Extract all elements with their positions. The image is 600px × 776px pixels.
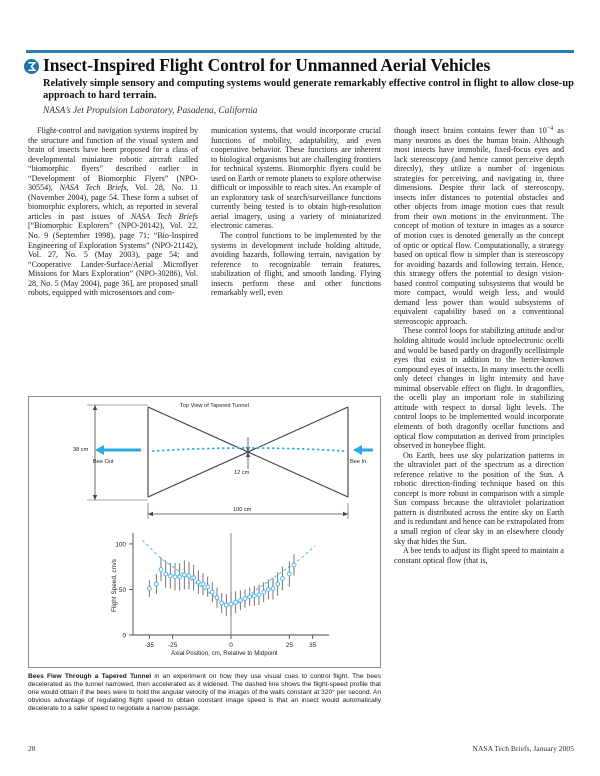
figure-caption-body: in an experiment on how they use visual cues to control flight. The bees decelerated as the tunnel narrowed, then accelerated as it widened. The dashed line shows the flight-speed profile that one would obtain if the bees were to hold the angular velocity of the images of the walls constant at 320° per second. An obvious advantage of regulating flight speed to obtain constant image speed is that an insect would automatically decelerate to a safer speed to negotiate a narrow passage. [28, 673, 382, 713]
paragraph: Flight-control and navigation systems inspired by the structure and function of the visual system and brain of insects have been proposed for a class of developmental miniature robotic aircraft called “biomorphic flyers” described earlier in “Development of Biomorphic Flyers” (NPO-30554), NASA Tech Briefs, Vol. 28, No. 11 (November 2004), page 54. These form a subset of biomorphic explorers, which, as reported in several articles in past issues of NASA Tech Briefs [“Biomorphic Explorers” (NPO-20142), Vol. 22, No. 9 (September 1998), page 71; “Bio-Inspired Engineering of Exploration Systems” (NPO-21142), Vol. 27, No. 5 (May 2003), page 54; and “Cooperative Lander-Surface/Aerial Microflyer Missions for Mars Exploration” (NPO-30286), Vol. 28, No. 5 (May 2004), page 36], are proposed small robots, equipped with microsensors and com- [28, 126, 198, 298]
bee-in-arrow [353, 445, 373, 455]
svg-text:0: 0 [229, 642, 233, 649]
svg-text:50: 50 [118, 586, 126, 594]
svg-text:-35: -35 [144, 642, 154, 649]
paragraph: The control functions to be implemented by the systems in development include holding altitude, avoiding hazards, following terrain, navigation by reference to recognizable terrain features, stabilization of flight, and smooth landing. Flying insects perform these and other functions remarkably well, even [211, 231, 381, 298]
tunnel-throat-label: 12 cm [234, 470, 250, 476]
figure-container [28, 396, 381, 668]
svg-text:100: 100 [115, 541, 126, 549]
tunnel-width-label: 38 cm [73, 447, 89, 453]
body-column-1 [28, 126, 198, 298]
svg-text:35: 35 [309, 642, 317, 649]
tapered-tunnel-diagram [29, 397, 382, 527]
bee-out-arrow [95, 445, 141, 455]
page-title: Insect-Inspired Flight Control for Unmanned Aerial Vehicles [43, 55, 491, 75]
flight-speed-chart [29, 525, 382, 665]
figure-caption [28, 673, 381, 713]
title-row [24, 55, 576, 75]
chart-y-axis-label: Flight Speed, cm/s [111, 559, 118, 612]
page-affiliation: NASA’s Jet Propulsion Laboratory, Pasadena, California [43, 106, 258, 116]
header-rule [26, 50, 574, 53]
svg-text:0: 0 [122, 632, 126, 640]
paragraph: These control loops for stabilizing attitude and/or holding altitude would include optoelectronic ocelli and would be based partly on dragonfly ocellisimple eyes that exist in addition to the better-known compound eyes of insects. In many insects the ocelli only detect changes in light intensity and have minimal observable effect on flight. In dragonflies, the ocelli play an important role in stabilizing attitude with respect to dorsal light levels. The control loops to be implemented would incorporate elements of both dragonfly ocellar functions and optical flow computation as derived from principles observed in honeybee flight. [394, 326, 564, 451]
svg-text:25: 25 [285, 642, 293, 649]
chart-x-axis-label: Axial Position, cm, Relative to Midpoint [171, 650, 278, 657]
paragraph: A bee tends to adjust its flight speed to maintain a constant optical flow (that is, [394, 546, 564, 565]
paragraph: On Earth, bees use sky polarization patterns in the ultraviolet part of the spectrum as a direction reference relative to the position of the Sun. A robotic direction-finding technique based on this concept is more robust in comparison with a simple Sun compass because the ultraviolet polarization pattern is distributed across the entire sky on Earth and is redundant and hence can be extrapolated from a small region of clear sky in an elsewhere cloudy sky that hides the Sun. [394, 450, 564, 546]
bee-out-label: Bee Out [93, 459, 114, 465]
bee-in-label: Bee In [350, 459, 367, 465]
svg-text:-25: -25 [168, 642, 178, 649]
paragraph: though insect brains contains fewer than $10^{-4}$ as many neurons as does the human brain. Although most insects have immobile, fixed-focus eyes and lack stereoscopy (and hence cannot perceive depth directly), they utilize a number of ingenious strategies for perceiving, and navigating in, three dimensions. Despite their lack of stereoscopy, insects infer distances to potential obstacles and other objects from image motion cues that result from their own motions in the environment. The concept of motion of texture in images as a source of motion cues is denoted generally as the concept of optic or optical flow. Computationally, a strategy based on optical flow is simpler than is stereoscopy for avoiding hazards and following terrain. Hence, this strategy offers the potential to design vision-based control computing subsystems that would be more compact, would weigh less, and would demand less power than would subsystems of equivalent capability based on a conventional stereoscopic approach. [394, 125, 564, 326]
sigma-circle-icon [24, 59, 39, 74]
page-number: 28 [28, 744, 36, 753]
body-column-2 [211, 126, 381, 298]
body-column-3 [394, 126, 564, 741]
paragraph: munication systems, that would incorporate crucial functions of mobility, adaptability, and even cooperative behavior. These functions are inherent to biological organisms but are challenging frontiers for technical systems. Biomorphic flyers could be used on Earth or remote planets to explore otherwise difficult or impossible to reach sites. An example of an exploratory task of search/surveillance functions currently being tested is to obtain high-resolution aerial imagery, using a variety of miniaturized electronic cameras. [211, 126, 381, 231]
page-subtitle: Relatively simple sensory and computing systems would generate remarkably effective control in flight to allow close-up approach to hard terrain. [43, 78, 574, 102]
publication-footer: NASA Tech Briefs, January 2005 [472, 744, 574, 753]
tunnel-length-label: 100 cm [230, 507, 254, 513]
figure-caption-title: Bees Flew Through a Tapered Tunnel [28, 673, 152, 680]
diagram-title-label: Top View of Tapered Tunnel [180, 403, 249, 409]
